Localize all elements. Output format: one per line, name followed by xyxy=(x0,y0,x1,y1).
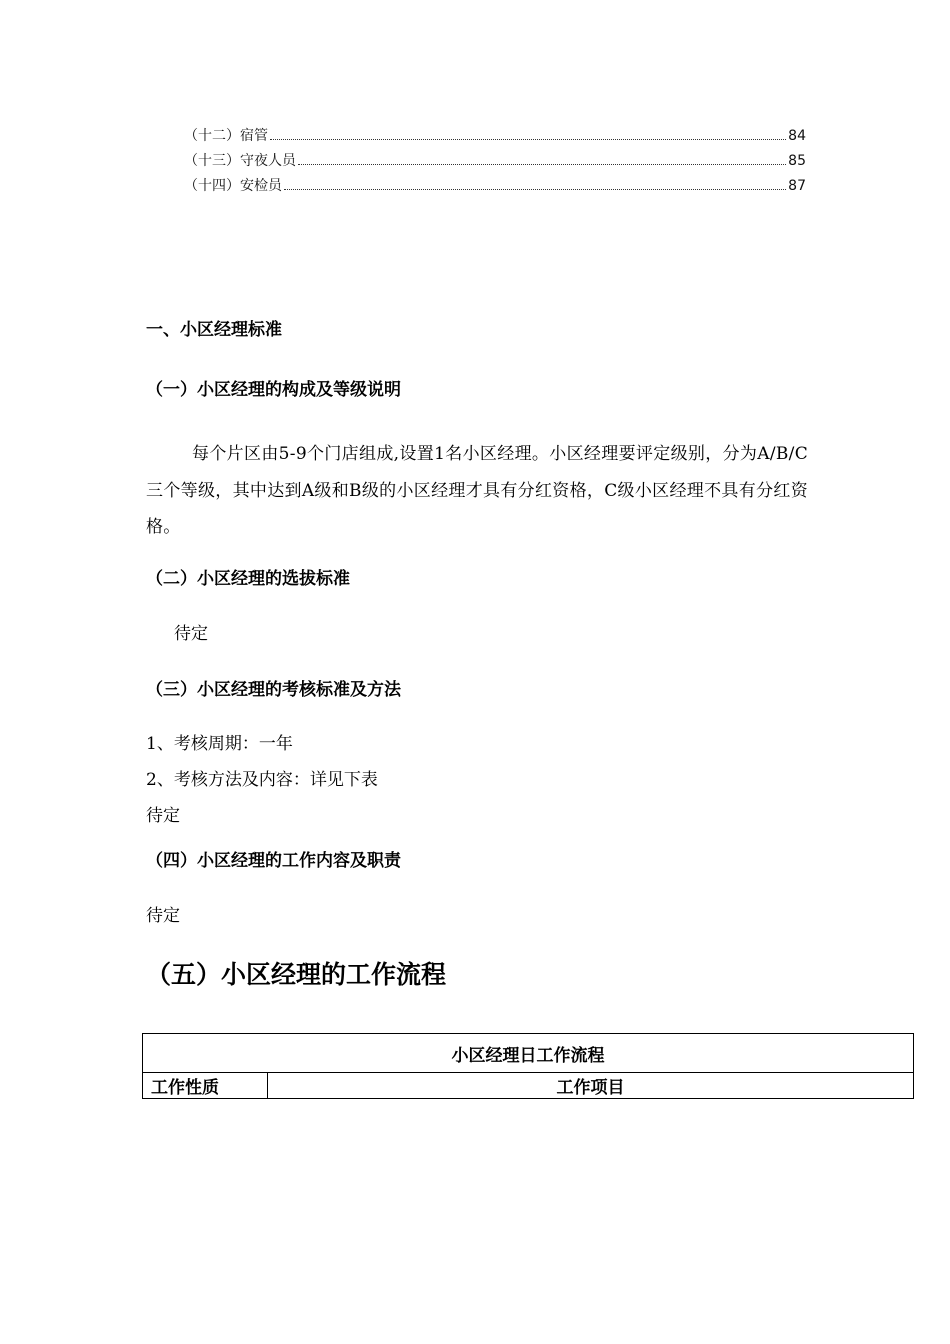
assessment-item-period: 1、考核周期：一年 xyxy=(146,734,293,754)
subsection-heading-workflow: （五）小区经理的工作流程 xyxy=(146,960,447,989)
table-header-work-nature: 工作性质 xyxy=(143,1073,268,1099)
section-heading: 一、小区经理标准 xyxy=(146,320,282,340)
selection-text: 待定 xyxy=(174,624,208,644)
toc-entry-label: （十二）宿管 xyxy=(184,128,268,144)
toc-entry[interactable] xyxy=(184,124,806,149)
toc-entry-label: （十四）安检员 xyxy=(184,178,282,194)
toc-entry[interactable] xyxy=(184,174,806,199)
toc-entry-page: 84 xyxy=(788,128,806,144)
composition-paragraph: 每个片区由5-9个门店组成,设置1名小区经理。小区经理要评定级别，分为A/B/C三个等级，其中达到A级和B级的小区经理才具有分红资格，C级小区经理不具有分红资格。 xyxy=(146,444,808,537)
assessment-text: 待定 xyxy=(146,806,180,826)
duties-text: 待定 xyxy=(146,906,180,926)
toc-entry-label: （十三）守夜人员 xyxy=(184,153,296,169)
subsection-heading-selection: （二）小区经理的选拔标准 xyxy=(146,569,350,589)
subsection-heading-assessment: （三）小区经理的考核标准及方法 xyxy=(146,680,401,700)
table-title: 小区经理日工作流程 xyxy=(143,1034,914,1073)
table-header-work-items: 工作项目 xyxy=(268,1073,914,1099)
toc-dot-leader xyxy=(270,138,786,140)
assessment-item-method: 2、考核方法及内容：详见下表 xyxy=(146,770,378,790)
toc-entry-page: 87 xyxy=(788,178,806,194)
toc-entry-page: 85 xyxy=(788,153,806,169)
subsection-heading-composition: （一）小区经理的构成及等级说明 xyxy=(146,380,401,400)
daily-workflow-table xyxy=(142,1033,914,1099)
toc-dot-leader xyxy=(298,163,786,165)
table-of-contents xyxy=(184,124,806,199)
toc-dot-leader xyxy=(284,188,786,190)
table-header-row xyxy=(143,1073,914,1099)
table-title-row xyxy=(143,1034,914,1073)
subsection-heading-duties: （四）小区经理的工作内容及职责 xyxy=(146,851,401,871)
toc-entry[interactable] xyxy=(184,149,806,174)
